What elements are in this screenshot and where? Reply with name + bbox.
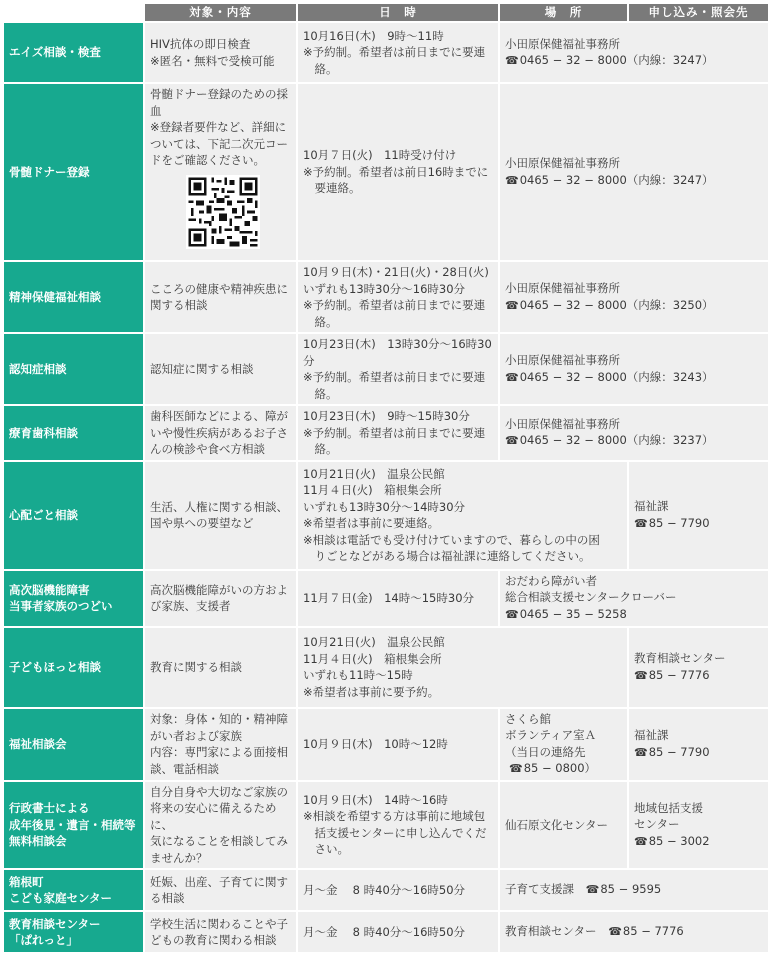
datetime-cell: 10月23日(木) 9時～15時30分 ※予約制。希望者は前日までに要連 絡。 — [297, 405, 499, 461]
place-tel: 0465 − 35 − 5258 — [519, 606, 627, 621]
phone-icon — [634, 516, 649, 530]
place-name: 小田原保健福祉事務所 — [505, 156, 620, 170]
qr-code-icon[interactable] — [186, 175, 260, 249]
target-cell: 高次脳機能障がいの方およ び家族、支援者 — [144, 570, 297, 627]
datetime-cell: 10月７日(火) 11時受け付け ※予約制。希望者は前日16時までに 要連絡。 — [297, 83, 499, 261]
place-name: 教育相談センター — [505, 924, 597, 939]
table-row — [3, 22, 769, 83]
contact-cell — [628, 461, 769, 570]
target-text: 骨髄ドナー登録のための採 血 ※登録者要件など、詳細に ついては、下記二次元コー ドをご確認ください。 — [150, 87, 288, 167]
phone-icon — [505, 298, 520, 312]
target-cell: HIV抗体の即日検査 ※匿名・無料で受検可能 — [144, 22, 297, 83]
category-cell: 福祉相談会 — [3, 708, 144, 781]
phone-icon — [634, 745, 649, 759]
table-row — [3, 333, 769, 405]
header-place: 場 所 — [499, 3, 628, 22]
place-name: さくら館 ボランティア室Ａ （当日の連絡先 — [505, 711, 597, 759]
contact-name: 福祉課 — [634, 499, 669, 513]
place-name: 子育て支援課 — [505, 882, 574, 897]
target-cell: 生活、人権に関する相談、 国や県への要望など — [144, 461, 297, 570]
datetime-cell: 10月９日(木) 10時～12時 — [297, 708, 499, 781]
place-contact-cell — [499, 405, 769, 461]
category-cell: 心配ごと相談 — [3, 461, 144, 570]
phone-icon — [586, 882, 601, 896]
category-cell: 認知症相談 — [3, 333, 144, 405]
category-cell: 高次脳機能障害 当事者家族のつどい — [3, 570, 144, 627]
phone-icon — [505, 173, 520, 187]
category-cell: 骨髄ドナー登録 — [3, 83, 144, 261]
place-contact-cell — [499, 869, 769, 911]
place-contact-cell — [499, 261, 769, 333]
header-row — [3, 3, 769, 22]
phone-icon — [608, 924, 623, 938]
header-blank-cell — [3, 3, 144, 22]
target-cell: 認知症に関する相談 — [144, 333, 297, 405]
datetime-cell: 10月16日(木) 9時～11時 ※予約制。希望者は前日までに要連 絡。 — [297, 22, 499, 83]
place-name: おだわら障がい者 総合相談支援センタークローバー — [505, 573, 677, 605]
place-tel: 0465 − 32 − 8000（内線：3247） — [519, 172, 714, 187]
category-cell: 行政書士による 成年後見・遺言・相続等 無料相談会 — [3, 781, 144, 870]
header-target: 対象・内容 — [144, 3, 297, 22]
target-cell: 教育に関する相談 — [144, 627, 297, 708]
datetime-cell: 10月21日(火) 温泉公民館 11月４日(火) 箱根集会所 いずれも13時30分～14時30分 ※希望者は事前に要連絡。 ※相談は電話でも受け付けていますので、暮らしの中の困 りごとなどがある場合は福祉課に連絡してください。 — [297, 461, 628, 570]
place-name: 小田原保健福祉事務所 — [505, 416, 620, 431]
target-cell: 歯科医師などによる、障が いや慢性疾病があるお子さ んの検診や食べ方相談 — [144, 405, 297, 461]
place-name: 小田原保健福祉事務所 — [505, 353, 620, 367]
place-cell — [499, 781, 628, 870]
table-row — [3, 708, 769, 781]
phone-icon — [634, 668, 649, 682]
place-tel: 0465 − 32 − 8000（内線：3237） — [519, 433, 714, 448]
target-cell: こころの健康や精神疾患に 関する相談 — [144, 261, 297, 333]
place-contact-cell — [499, 570, 769, 627]
table-row — [3, 869, 769, 911]
place-cell — [499, 708, 628, 781]
table-row — [3, 781, 769, 870]
category-cell: 子どもほっと相談 — [3, 627, 144, 708]
table-row — [3, 83, 769, 261]
contact-name: 福祉課 — [634, 728, 669, 742]
datetime-cell: 10月９日(木)・21日(火)・28日(火) いずれも13時30分～16時30分 ※予約制。希望者は前日までに要連 絡。 — [297, 261, 499, 333]
contact-cell — [628, 708, 769, 781]
datetime-cell: 11月７日(金) 14時～15時30分 — [297, 570, 499, 627]
contact-cell — [628, 781, 769, 870]
contact-tel: 85 − 7790 — [648, 515, 710, 530]
target-cell — [144, 83, 297, 261]
category-cell: 箱根町 こども家庭センター — [3, 869, 144, 911]
table-row — [3, 405, 769, 461]
place-tel: 0465 − 32 − 8000（内線：3243） — [519, 369, 714, 384]
table-row — [3, 461, 769, 570]
place-tel: 85 − 9595 — [600, 882, 662, 897]
table-row — [3, 261, 769, 333]
datetime-cell: 月～金 8 時40分～16時50分 — [297, 911, 499, 953]
contact-tel: 85 − 7790 — [648, 744, 710, 759]
target-cell: 妊娠、出産、子育てに関す る相談 — [144, 869, 297, 911]
category-cell: 教育相談センター 「ぱれっと」 — [3, 911, 144, 953]
place-name: 小田原保健福祉事務所 — [505, 36, 620, 51]
datetime-cell: 10月23日(木) 13時30分～16時30分 ※予約制。希望者は前日までに要連 絡。 — [297, 333, 499, 405]
place-tel: 85 − 7776 — [622, 924, 684, 939]
place-contact-cell — [499, 83, 769, 261]
header-datetime: 日 時 — [297, 3, 499, 22]
target-cell: 学校生活に関わることや子 どもの教育に関わる相談 — [144, 911, 297, 953]
contact-name: 教育相談センター — [634, 651, 726, 665]
place-contact-cell — [499, 333, 769, 405]
place-tel: 0465 − 32 − 8000（内線：3250） — [519, 297, 714, 312]
table-row — [3, 570, 769, 627]
place-contact-cell — [499, 22, 769, 83]
place-name: 小田原保健福祉事務所 — [505, 281, 620, 295]
place-contact-cell — [499, 911, 769, 953]
category-cell: 精神保健福祉相談 — [3, 261, 144, 333]
contact-name: 地域包括支援 センター — [634, 800, 703, 831]
place-tel: 85 − 0800） — [523, 761, 597, 775]
contact-tel: 85 − 3002 — [648, 833, 710, 848]
place-name: 仙石原文化センター — [505, 817, 609, 832]
header-contact: 申し込み・照会先 — [628, 3, 769, 22]
place-tel: 0465 − 32 − 8000（内線：3247） — [519, 53, 714, 67]
datetime-cell: 月～金 8 時40分～16時50分 — [297, 869, 499, 911]
phone-icon — [505, 53, 520, 67]
datetime-cell: 10月９日(木) 14時～16時 ※相談を希望する方は事前に地域包 括支援センターに申し込んでくだ さい。 — [297, 781, 499, 870]
phone-icon — [505, 607, 520, 621]
phone-icon — [505, 370, 520, 384]
phone-icon — [509, 761, 524, 775]
table-row — [3, 911, 769, 953]
contact-cell — [628, 627, 769, 708]
datetime-cell: 10月21日(火) 温泉公民館 11月４日(火) 箱根集会所 いずれも11時～15時 ※希望者は事前に要予約。 — [297, 627, 628, 708]
target-cell: 対象：身体・知的・精神障 がい者および家族 内容：専門家による面接相 談、電話相談 — [144, 708, 297, 781]
category-cell: 療育歯科相談 — [3, 405, 144, 461]
phone-icon — [505, 433, 520, 447]
target-cell: 自分自身や大切なご家族の 将来の安心に備えるために、 気になることを相談してみ ませんか？ — [144, 781, 297, 870]
contact-tel: 85 − 7776 — [648, 667, 710, 682]
category-cell: エイズ相談・検査 — [3, 22, 144, 83]
phone-icon — [634, 834, 649, 848]
consultation-table — [2, 2, 770, 954]
table-row — [3, 627, 769, 708]
